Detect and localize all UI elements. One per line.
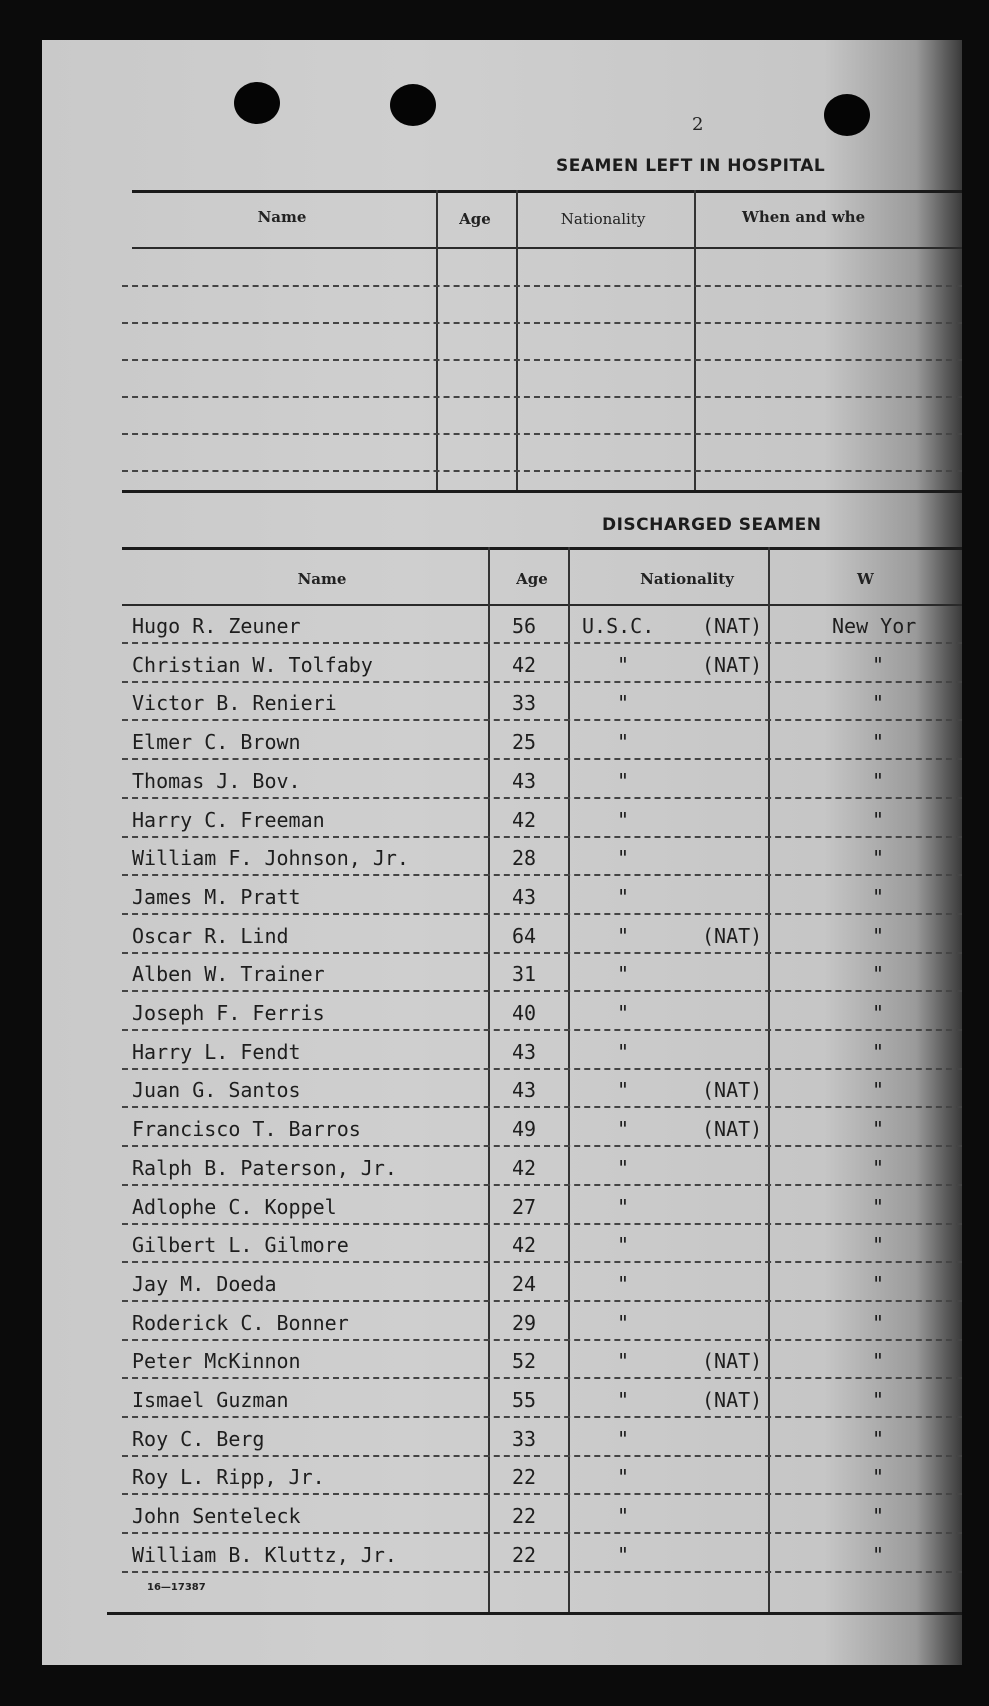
hospital-col-name: Name (257, 208, 307, 226)
seaman-name: Francisco T. Barros (132, 1117, 361, 1142)
discharged-col-w: W (857, 570, 874, 588)
seaman-age: 43 (512, 884, 537, 909)
row-line (122, 1029, 962, 1031)
seaman-where: " (872, 768, 885, 793)
seaman-where: " (872, 1542, 885, 1567)
seaman-naturalized: (NAT) (702, 1349, 763, 1374)
seaman-where: " (872, 962, 885, 987)
punch-hole (390, 84, 436, 126)
seaman-age: 55 (512, 1388, 537, 1412)
seaman-name: Thomas J. Bov. (132, 768, 301, 793)
row-line (122, 719, 962, 721)
seaman-where: " (872, 923, 885, 948)
blank-row-line (122, 433, 962, 435)
seaman-where: " (872, 1078, 885, 1103)
seaman-age: 33 (512, 1426, 537, 1451)
seaman-nationality: " (617, 1117, 630, 1142)
seaman-name: Adlophe C. Koppel (132, 1194, 337, 1219)
seaman-nationality: " (617, 962, 630, 987)
blank-row-line (122, 396, 962, 398)
seaman-where: " (872, 730, 885, 755)
seaman-nationality: " (617, 1349, 630, 1374)
row-line (122, 1184, 962, 1186)
form-code: 16—17387 (147, 1582, 206, 1593)
row-line (122, 642, 962, 644)
seaman-name: Jay M. Doeda (132, 1271, 277, 1296)
row-line (122, 1416, 962, 1418)
seaman-where: " (872, 1426, 885, 1451)
seaman-age: 43 (512, 1039, 537, 1064)
seaman-where: " (872, 1233, 885, 1258)
seaman-age: 42 (512, 1155, 537, 1180)
seaman-name: Roderick C. Bonner (132, 1310, 349, 1335)
seaman-nationality: " (617, 923, 630, 948)
seaman-name: William F. Johnson, Jr. (132, 846, 409, 871)
seaman-where: " (872, 1349, 885, 1374)
seaman-naturalized: (NAT) (702, 923, 763, 948)
row-line (122, 681, 962, 683)
seaman-age: 28 (512, 846, 537, 871)
blank-row-line (122, 359, 962, 361)
row-line (122, 952, 962, 954)
seaman-age: 56 (512, 614, 537, 638)
row-line (122, 758, 962, 760)
seaman-nationality: " (617, 1078, 630, 1103)
seaman-name: Peter McKinnon (132, 1349, 301, 1374)
blank-row-line (122, 285, 962, 287)
seaman-age: 33 (512, 691, 537, 716)
seaman-name: Oscar R. Lind (132, 923, 289, 948)
discharged-col-age: Age (516, 570, 548, 588)
seaman-name: Alben W. Trainer (132, 962, 325, 987)
seaman-nationality: " (617, 652, 630, 677)
seaman-age: 40 (512, 1001, 537, 1025)
seaman-nationality: " (617, 1001, 630, 1025)
seaman-age: 42 (512, 652, 537, 677)
seaman-nationality: " (617, 1039, 630, 1064)
seaman-age: 31 (512, 962, 537, 987)
seaman-age: 22 (512, 1465, 537, 1490)
discharged-section-title: DISCHARGED SEAMEN (602, 515, 822, 535)
seaman-age: 64 (512, 923, 537, 948)
seaman-nationality: " (617, 1155, 630, 1180)
seaman-where: " (872, 1155, 885, 1180)
hospital-col-nationality: Nationality (560, 210, 646, 228)
seaman-name: John Senteleck (132, 1504, 301, 1529)
seaman-nationality: " (617, 884, 630, 909)
row-line (122, 1261, 962, 1263)
discharged-col-nationality: Nationality (640, 570, 734, 588)
seaman-name: Joseph F. Ferris (132, 1001, 325, 1025)
seaman-where: " (872, 884, 885, 909)
hospital-section-title: SEAMEN LEFT IN HOSPITAL (556, 156, 826, 176)
seaman-naturalized: (NAT) (702, 1078, 763, 1103)
seaman-naturalized: (NAT) (702, 614, 763, 638)
row-line (122, 1106, 962, 1108)
row-line (122, 1571, 962, 1573)
seaman-name: Roy C. Berg (132, 1426, 265, 1451)
seaman-age: 27 (512, 1194, 537, 1219)
blank-row-line (122, 322, 962, 324)
seaman-where: " (872, 1194, 885, 1219)
seaman-nationality: " (617, 1426, 630, 1451)
hospital-col-age: Age (459, 210, 491, 228)
seaman-nationality: " (617, 768, 630, 793)
seaman-age: 25 (512, 730, 537, 755)
seaman-name: William B. Kluttz, Jr. (132, 1542, 397, 1567)
seaman-name: Roy L. Ripp, Jr. (132, 1465, 325, 1490)
row-line (122, 1377, 962, 1379)
seaman-age: 43 (512, 768, 537, 793)
seaman-naturalized: (NAT) (702, 1117, 763, 1142)
row-line (122, 1455, 962, 1457)
row-line (122, 1145, 962, 1147)
seaman-name: James M. Pratt (132, 884, 301, 909)
seaman-nationality: " (617, 1233, 630, 1258)
seaman-where: " (872, 807, 885, 832)
seaman-naturalized: (NAT) (702, 1388, 763, 1412)
document-page (42, 40, 962, 1665)
seaman-age: 43 (512, 1078, 537, 1103)
seaman-where: " (872, 652, 885, 677)
row-line (122, 1493, 962, 1495)
seaman-name: Ralph B. Paterson, Jr. (132, 1155, 397, 1180)
seaman-name: Ismael Guzman (132, 1388, 289, 1412)
discharged-col-name: Name (297, 570, 347, 588)
row-line (122, 990, 962, 992)
seaman-age: 42 (512, 807, 537, 832)
seaman-nationality: " (617, 730, 630, 755)
page-number: 2 (692, 114, 704, 135)
seaman-nationality: " (617, 846, 630, 871)
blank-row-line (122, 470, 962, 472)
seaman-nationality: U.S.C. (582, 614, 655, 638)
seaman-where: " (872, 1271, 885, 1296)
seaman-where: " (872, 1465, 885, 1490)
seaman-nationality: " (617, 807, 630, 832)
row-line (122, 913, 962, 915)
row-line (122, 836, 962, 838)
seaman-naturalized: (NAT) (702, 652, 763, 677)
seaman-where: New Yor (832, 614, 917, 638)
seaman-name: Juan G. Santos (132, 1078, 301, 1103)
row-line (122, 874, 962, 876)
row-line (122, 1068, 962, 1070)
seaman-name: Elmer C. Brown (132, 730, 301, 755)
seaman-where: " (872, 1001, 885, 1025)
seaman-age: 49 (512, 1117, 537, 1142)
seaman-nationality: " (617, 1194, 630, 1219)
seaman-where: " (872, 1504, 885, 1529)
punch-hole (234, 82, 280, 124)
row-line (122, 1300, 962, 1302)
seaman-where: " (872, 1388, 885, 1412)
seaman-where: " (872, 1310, 885, 1335)
seaman-age: 52 (512, 1349, 537, 1374)
seaman-age: 29 (512, 1310, 537, 1335)
hospital-col-when-where: When and whe (742, 208, 866, 226)
seaman-nationality: " (617, 1504, 630, 1529)
seaman-nationality: " (617, 1310, 630, 1335)
seaman-where: " (872, 691, 885, 716)
seaman-name: Victor B. Renieri (132, 691, 337, 716)
seaman-where: " (872, 846, 885, 871)
row-line (122, 797, 962, 799)
seaman-where: " (872, 1117, 885, 1142)
seaman-where: " (872, 1039, 885, 1064)
punch-hole (824, 94, 870, 136)
row-line (122, 1339, 962, 1341)
seaman-nationality: " (617, 691, 630, 716)
row-line (122, 1532, 962, 1534)
seaman-age: 42 (512, 1233, 537, 1258)
seaman-name: Christian W. Tolfaby (132, 652, 373, 677)
seaman-name: Gilbert L. Gilmore (132, 1233, 349, 1258)
seaman-age: 24 (512, 1271, 537, 1296)
seaman-age: 22 (512, 1542, 537, 1567)
seaman-nationality: " (617, 1388, 630, 1412)
seaman-nationality: " (617, 1271, 630, 1296)
row-line (122, 1223, 962, 1225)
seaman-nationality: " (617, 1465, 630, 1490)
seaman-name: Harry L. Fendt (132, 1039, 301, 1064)
seaman-nationality: " (617, 1542, 630, 1567)
seaman-age: 22 (512, 1504, 537, 1529)
seaman-name: Hugo R. Zeuner (132, 614, 301, 638)
seaman-name: Harry C. Freeman (132, 807, 325, 832)
